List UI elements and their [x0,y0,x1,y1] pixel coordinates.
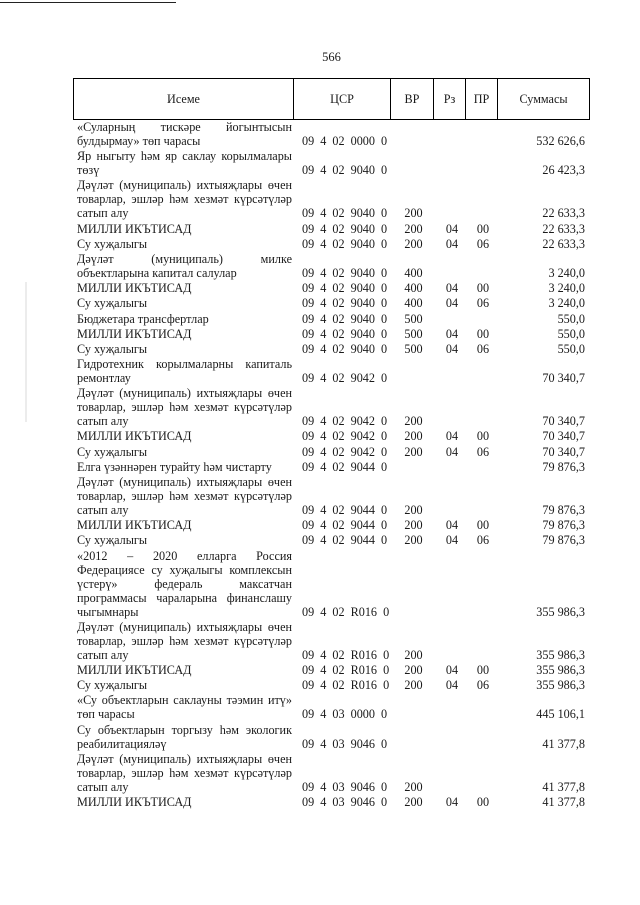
table-row [0,663,640,678]
row-pr: 06 [476,678,490,693]
row-vr: 200 [404,414,423,429]
table-row [0,312,640,327]
row-sum: 3 240,0 [548,281,585,296]
row-name [77,533,292,547]
row-rz: 04 [445,794,459,809]
row-name-line: Су хуҗалыгы [77,444,148,459]
row-pr: 06 [476,296,490,311]
row-name-line: МИЛЛИ ИКЪТИСАД [77,326,192,341]
table-row [0,533,640,548]
row-sum: 70 340,7 [542,371,585,386]
row-pr: 00 [476,662,490,677]
row-rz: 04 [445,221,459,236]
row-name [77,281,292,295]
row-name-line: товарлар, эшләр һәм хезмәт күрсәтүләр [77,633,292,648]
row-name [77,296,292,310]
table-row [0,386,640,429]
row-rz: 04 [445,533,459,548]
row-name-line: Елга үзәннәрен турайту һәм чистарту [77,459,272,474]
row-name [77,678,292,692]
row-csr: 09 4 02 R016 0 [302,678,390,693]
row-sum: 22 633,3 [542,236,585,251]
table-row [0,222,640,237]
row-sum: 3 240,0 [548,265,585,280]
row-name-line: төзү [77,163,100,178]
row-vr: 200 [404,662,423,677]
row-name-line: сатып алу [77,503,129,517]
table-row [0,178,640,221]
table-row [0,693,640,722]
row-name [77,237,292,251]
row-sum: 70 340,7 [542,414,585,429]
row-sum: 79 876,3 [542,518,585,533]
row-name-line: «2012 – 2020 елларга Россия [77,548,292,563]
row-name [77,222,292,236]
row-name [77,357,292,385]
row-rz: 04 [445,236,459,251]
table-row [0,120,640,149]
row-pr: 00 [476,794,490,809]
row-name [77,460,292,474]
row-vr: 200 [404,533,423,548]
row-sum: 41 377,8 [542,736,585,751]
row-sum: 41 377,8 [542,779,585,794]
row-pr: 00 [476,281,490,296]
row-name-line: товарлар, эшләр һәм хезмәт күрсәтүләр [77,192,292,207]
row-name-line: Су объектларын торгызу һәм экологик [77,722,292,737]
row-name-line: программасы чараларына финанслашу [77,590,292,605]
row-sum: 22 633,3 [542,221,585,236]
table-row [0,723,640,752]
row-rz: 04 [445,341,459,356]
row-name-line: сатып алу [77,647,129,662]
row-csr: 09 4 02 9040 0 [302,341,388,356]
row-name-line: товарлар, эшләр һәм хезмәт күрсәтүләр [77,400,292,415]
table-row [0,620,640,663]
row-csr: 09 4 02 9040 0 [302,265,388,280]
row-name [77,342,292,356]
table-row [0,327,640,342]
row-rz: 04 [445,281,459,296]
row-name-line: Су хуҗалыгы [77,533,148,548]
row-pr: 00 [476,221,490,236]
row-name-line: товарлар, эшләр һәм хезмәт күрсәтүләр [77,489,292,503]
row-name [77,386,292,428]
table-row [0,252,640,281]
row-rz: 04 [445,518,459,533]
row-name-line: Дәүләт (муниципаль) ихтыяҗлары өчен [77,751,292,766]
table-row [0,342,640,357]
table-row [0,678,640,693]
row-name [77,252,292,280]
row-name-line: товарлар, эшләр һәм хезмәт күрсәтүләр [77,765,292,780]
row-name [77,120,292,148]
row-vr: 400 [404,296,423,311]
column-header-name: Исеме [74,79,294,119]
row-pr: 06 [476,341,490,356]
row-csr: 09 4 02 9040 0 [302,326,388,341]
row-name [77,693,292,721]
row-name [77,663,292,677]
row-name-line: Федерациясе су хуҗалыгы комплексын [77,562,292,577]
row-name-line: төп чарасы [77,707,135,722]
row-pr: 06 [476,236,490,251]
row-sum: 550,0 [557,311,585,326]
column-header-sum: Суммасы [519,91,568,106]
row-name-line: МИЛЛИ ИКЪТИСАД [77,281,192,296]
row-vr: 200 [404,503,423,517]
row-name-line: Дәүләт (муниципаль) ихтыяҗлары өчен [77,475,292,489]
row-pr: 00 [476,326,490,341]
row-vr: 200 [404,221,423,236]
row-sum: 3 240,0 [548,296,585,311]
table-row [0,460,640,475]
row-rz: 04 [445,678,459,693]
table-body [0,120,640,810]
row-name-line: Су хуҗалыгы [77,341,148,356]
row-csr: 09 4 02 9040 0 [302,206,388,221]
row-name-line: реабилитацияләү [77,736,167,751]
row-rz: 04 [445,326,459,341]
row-csr: 09 4 02 0000 0 [302,134,388,148]
table-row [0,357,640,386]
table-row [0,296,640,311]
row-csr: 09 4 02 9042 0 [302,429,388,444]
row-sum: 70 340,7 [542,444,585,459]
page-number: 566 [322,50,341,64]
row-name-line: булдырмау» төп чарасы [77,134,201,148]
row-name-line: «Су объектларын саклауны тәэмин итү» [77,693,292,708]
row-csr: 09 4 02 R016 0 [302,647,390,662]
row-name [77,752,292,794]
row-csr: 09 4 02 9040 0 [302,281,388,296]
row-csr: 09 4 02 9040 0 [302,221,388,236]
row-csr: 09 4 03 9046 0 [302,794,388,809]
row-name [77,549,292,619]
column-header-csr: ЦСР [294,79,391,119]
row-vr: 200 [404,206,423,221]
row-csr: 09 4 02 9040 0 [302,163,388,178]
row-csr: 09 4 02 9040 0 [302,296,388,311]
row-name-line: сатып алу [77,206,129,221]
table-row [0,518,640,533]
column-header-pr: ПР [466,79,498,119]
row-vr: 200 [404,779,423,794]
row-name [77,178,292,220]
row-name [77,327,292,341]
row-sum: 22 633,3 [542,206,585,221]
row-sum: 355 986,3 [536,647,585,662]
row-name-line: МИЛЛИ ИКЪТИСАД [77,662,192,677]
row-vr: 400 [404,265,423,280]
row-csr: 09 4 03 0000 0 [302,707,388,722]
row-name-line: Су хуҗалыгы [77,236,148,251]
row-csr: 09 4 02 9042 0 [302,444,388,459]
row-name-line: объектларына капитал салулар [77,265,237,280]
row-name-line: «Суларның тискәре йогынтысын [77,120,292,134]
row-name [77,429,292,443]
row-csr: 09 4 02 9040 0 [302,311,388,326]
row-name [77,149,292,177]
row-sum: 79 876,3 [542,533,585,548]
row-name-line: МИЛЛИ ИКЪТИСАД [77,794,192,809]
row-sum: 79 876,3 [542,459,585,474]
row-name-line: Дәүләт (муниципаль) милке [77,251,292,266]
table-row [0,149,640,178]
row-vr: 200 [404,429,423,444]
row-name [77,620,292,662]
row-name [77,445,292,459]
table-row [0,281,640,296]
row-vr: 500 [404,326,423,341]
row-sum: 550,0 [557,326,585,341]
row-csr: 09 4 02 9044 0 [302,518,388,533]
row-pr: 00 [476,429,490,444]
row-sum: 355 986,3 [536,662,585,677]
row-name [77,475,292,517]
row-csr: 09 4 02 9044 0 [302,533,388,548]
row-name-line: сатып алу [77,779,129,794]
row-sum: 41 377,8 [542,794,585,809]
row-name-line: МИЛЛИ ИКЪТИСАД [77,518,192,533]
row-csr: 09 4 02 9044 0 [302,459,388,474]
row-vr: 200 [404,794,423,809]
row-sum: 445 106,1 [536,707,585,722]
row-csr: 09 4 02 9042 0 [302,371,388,386]
row-name-line: МИЛЛИ ИКЪТИСАД [77,429,192,444]
row-rz: 04 [445,429,459,444]
row-csr: 09 4 02 R016 0 [302,662,390,677]
row-sum: 550,0 [557,341,585,356]
row-pr: 06 [476,444,490,459]
row-name-line: Дәүләт (муниципаль) ихтыяҗлары өчен [77,178,292,193]
row-rz: 04 [445,444,459,459]
row-name-line: Су хуҗалыгы [77,678,148,693]
row-name-line: ремонтлау [77,371,131,386]
row-csr: 09 4 02 9044 0 [302,503,388,517]
table-row [0,237,640,252]
row-name-line: Дәүләт (муниципаль) ихтыяҗлары өчен [77,386,292,401]
row-csr: 09 4 02 9042 0 [302,414,388,429]
row-name-line: Яр ныгыту һәм яр саклау корылмалары [77,149,292,164]
row-csr: 09 4 03 9046 0 [302,736,388,751]
row-sum: 79 876,3 [542,503,585,517]
row-sum: 26 423,3 [542,163,585,178]
row-vr: 500 [404,341,423,356]
top-rule [0,2,176,3]
row-name-line: Дәүләт (муниципаль) ихтыяҗлары өчен [77,619,292,634]
row-name-line: сатып алу [77,414,129,429]
row-vr: 200 [404,518,423,533]
row-name-line: Гидротехник корылмаларны капиталь [77,357,292,372]
row-name [77,723,292,751]
row-vr: 500 [404,311,423,326]
row-vr: 400 [404,281,423,296]
row-vr: 200 [404,678,423,693]
row-vr: 200 [404,647,423,662]
row-name-line: Су хуҗалыгы [77,296,148,311]
row-name-line: үстерү» федераль максатчан [77,576,292,591]
row-pr: 00 [476,518,490,533]
table-header [73,78,590,120]
row-rz: 04 [445,296,459,311]
row-name-line: Бюджетара трансфертлар [77,311,209,326]
row-sum: 355 986,3 [536,678,585,693]
table-row [0,549,640,620]
row-name-line: МИЛЛИ ИКЪТИСАД [77,221,192,236]
column-header-rz: Рз [434,79,466,119]
table-row [0,795,640,810]
table-row [0,475,640,518]
row-name-line: чыгымнары [77,604,139,619]
table-row [0,752,640,795]
table-row [0,429,640,444]
row-pr: 06 [476,533,490,548]
row-csr: 09 4 02 R016 0 [302,604,390,619]
row-csr: 09 4 02 9040 0 [302,236,388,251]
row-sum: 70 340,7 [542,429,585,444]
row-name [77,312,292,326]
row-rz: 04 [445,662,459,677]
row-name [77,518,292,532]
row-vr: 200 [404,236,423,251]
row-name [77,795,292,809]
row-vr: 200 [404,444,423,459]
column-header-vr: ВР [391,79,434,119]
table-row [0,445,640,460]
row-sum: 532 626,6 [536,134,585,148]
row-csr: 09 4 03 9046 0 [302,779,388,794]
row-sum: 355 986,3 [536,604,585,619]
